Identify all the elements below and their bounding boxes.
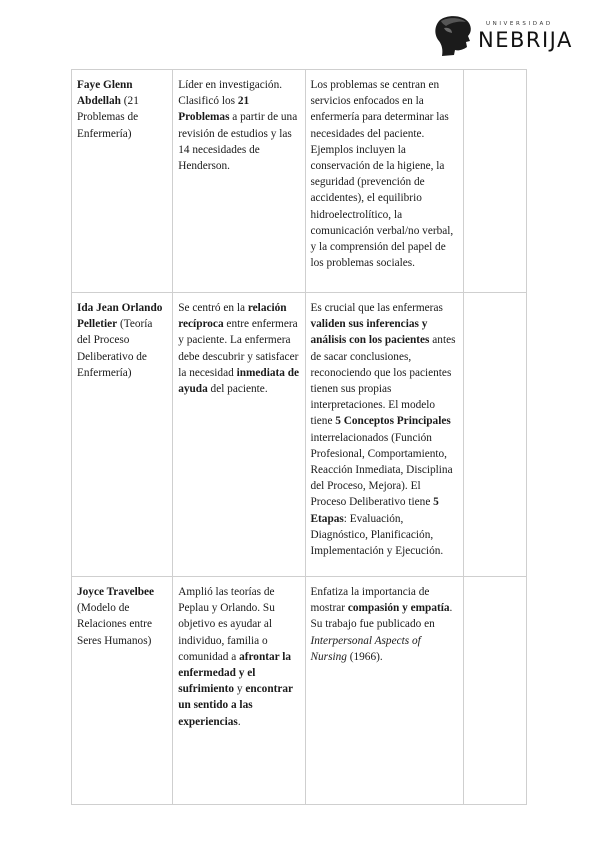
theorist-name: Ida Jean Orlando Pelletier — [77, 302, 163, 331]
table-row — [72, 577, 527, 805]
nursing-theories-table — [71, 69, 527, 805]
text-run: Enfatiza la importancia de mostrar — [310, 586, 430, 615]
contribution-cell — [173, 293, 305, 577]
theorist-cell — [72, 293, 173, 577]
text-bold: 5 Etapas — [310, 496, 439, 525]
theorist-name: Joyce Travelbee — [77, 586, 155, 598]
contribution-cell — [173, 577, 305, 805]
text-bold: encontrar un sentido a las experiencias — [178, 683, 293, 728]
text-run: Líder en investigación. Clasificó los — [178, 79, 283, 108]
text-bold: 5 Conceptos Principales — [335, 415, 451, 428]
detail-cell — [305, 577, 463, 805]
theorist-cell — [72, 577, 173, 805]
table-row — [72, 70, 527, 293]
text-bold: afrontar la enfermedad y el sufrimiento — [178, 650, 292, 696]
table-row — [72, 293, 527, 577]
nebrija-head-icon — [430, 14, 476, 58]
text-run: : Evaluación, Diagnóstico, Planificación, Implementación y Ejecución. — [310, 512, 444, 558]
theorist-name: Faye Glenn Abdellah — [77, 79, 133, 108]
contribution-cell — [173, 70, 305, 293]
logo-university-label: UNIVERSIDAD — [486, 21, 553, 27]
text-run: . Su trabajo fue publicado en — [310, 602, 453, 631]
text-run: entre enfermera y paciente. La enfermera debe descubrir y satisfacer la necesidad — [178, 318, 299, 379]
text-run: y — [234, 683, 246, 696]
text-bold: validen sus inferencias y análisis con los pacientes — [310, 318, 430, 347]
text-run: Es crucial que las enfermeras — [310, 302, 443, 314]
text-run: . — [237, 715, 241, 728]
theorist-note: (21 Problemas de Enfermería) — [77, 95, 139, 140]
detail-cell — [305, 70, 463, 293]
text-run: del paciente. — [207, 383, 268, 396]
text-run: (1966). — [346, 650, 383, 663]
text-italic: Interpersonal Aspects of Nursing — [310, 634, 421, 663]
nebrija-logo — [430, 14, 590, 60]
text-run: Se centró en la — [178, 302, 248, 314]
text-bold: inmediata de ayuda — [178, 366, 300, 396]
text-run: interrelacionados (Función Profesional, Comportamiento, Reacción Inmediata, Disciplina del Proceso, Mejora). El Proceso Deliberativo tiene — [310, 431, 453, 509]
theorist-note: (Modelo de Relaciones entre Seres Humanos) — [77, 602, 152, 647]
text-run: Amplió las teorías de Peplau y Orlando. Su objetivo es ayudar al individuo, familia o comunidad a — [178, 586, 275, 663]
empty-cell — [463, 577, 526, 805]
theorist-cell — [72, 70, 173, 293]
text-run: a partir de una revisión de estudios y las 14 necesidades de Henderson. — [178, 111, 298, 173]
text-bold: compasión y empatía — [347, 602, 450, 615]
empty-cell — [463, 293, 526, 577]
logo-brand-name: NEBRIJA — [478, 28, 573, 52]
detail-cell — [305, 293, 463, 577]
text-bold: relación recíproca — [178, 302, 287, 331]
empty-cell — [463, 70, 526, 293]
text-bold: 21 Problemas — [178, 95, 250, 124]
theorist-note: (Teoría del Proceso Deliberativo de Enfermería) — [77, 318, 153, 379]
text-run: antes de sacar conclusiones, reconociendo que los pacientes tienen sus propias interpretaciones. El modelo tiene — [310, 334, 456, 428]
text-run: Los problemas se centran en servicios enfocados en la enfermería para determinar las necesidades del paciente. Ejemplos incluyen la conservación de la higiene, la seguridad (prevención de accidentes), el equilibrio hidroelectrolítico, la comunicación verbal/no verbal, y la comprensión del papel de los problemas sociales. — [310, 79, 454, 270]
